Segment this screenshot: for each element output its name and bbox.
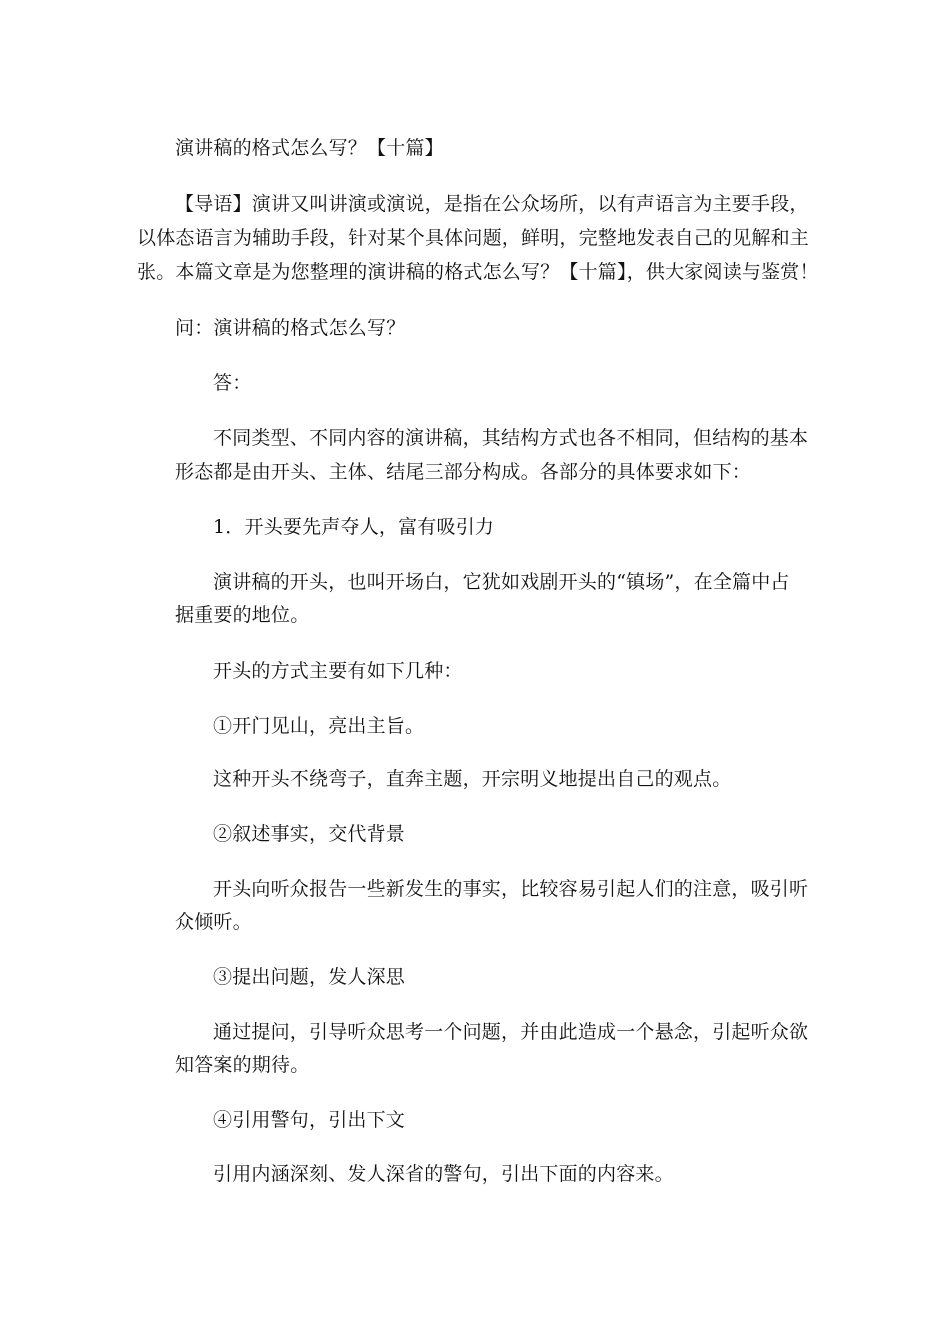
list-item-2-description-line-1: 开头向听众报告一些新发生的事实，比较容易引起人们的注意，吸引听 xyxy=(213,878,809,900)
section-heading-1: 1．开头要先声夺人，富有吸引力 xyxy=(213,516,495,538)
paragraph-2-line-1: 演讲稿的开头，也叫开场白，它犹如戏剧开头的“镇场”，在全篇中占 xyxy=(213,571,790,593)
list-item-3-description-line-2: 知答案的期待。 xyxy=(175,1054,310,1076)
list-item-4: ④引用警句，引出下文 xyxy=(213,1109,406,1131)
list-item-2: ②叙述事实，交代背景 xyxy=(213,823,406,845)
question-line: 问：演讲稿的格式怎么写？ xyxy=(175,317,406,339)
paragraph-1-line-1: 不同类型、不同内容的演讲稿，其结构方式也各不相同，但结构的基本 xyxy=(213,427,809,449)
intro-line-1: 【导语】演讲又叫讲演或演说，是指在公众场所，以有声语言为主要手段， xyxy=(175,193,809,215)
document-title: 演讲稿的格式怎么写？【十篇】 xyxy=(175,137,444,159)
paragraph-2-line-2: 据重要的地位。 xyxy=(175,604,310,626)
answer-label: 答： xyxy=(213,372,252,394)
intro-line-2: 以体态语言为辅助手段，针对某个具体问题，鲜明，完整地发表自己的见解和主 xyxy=(137,227,810,249)
intro-line-3: 张。本篇文章是为您整理的演讲稿的格式怎么写？【十篇】，供大家阅读与鉴赏！ xyxy=(137,261,819,283)
list-item-4-description: 引用内涵深刻、发人深省的警句，引出下面的内容来。 xyxy=(213,1163,674,1185)
list-item-3: ③提出问题，发人深思 xyxy=(213,966,406,988)
paragraph-1-line-2: 形态都是由开头、主体、结尾三部分构成。各部分的具体要求如下： xyxy=(175,461,752,483)
list-item-1: ①开门见山，亮出主旨。 xyxy=(213,715,425,737)
list-item-2-description-line-2: 众倾听。 xyxy=(175,911,252,933)
list-item-3-description-line-1: 通过提问，引导听众思考一个问题，并由此造成一个悬念，引起听众欲 xyxy=(213,1021,809,1043)
paragraph-3: 开头的方式主要有如下几种： xyxy=(213,660,463,682)
list-item-1-description: 这种开头不绕弯子，直奔主题，开宗明义地提出自己的观点。 xyxy=(213,768,732,790)
